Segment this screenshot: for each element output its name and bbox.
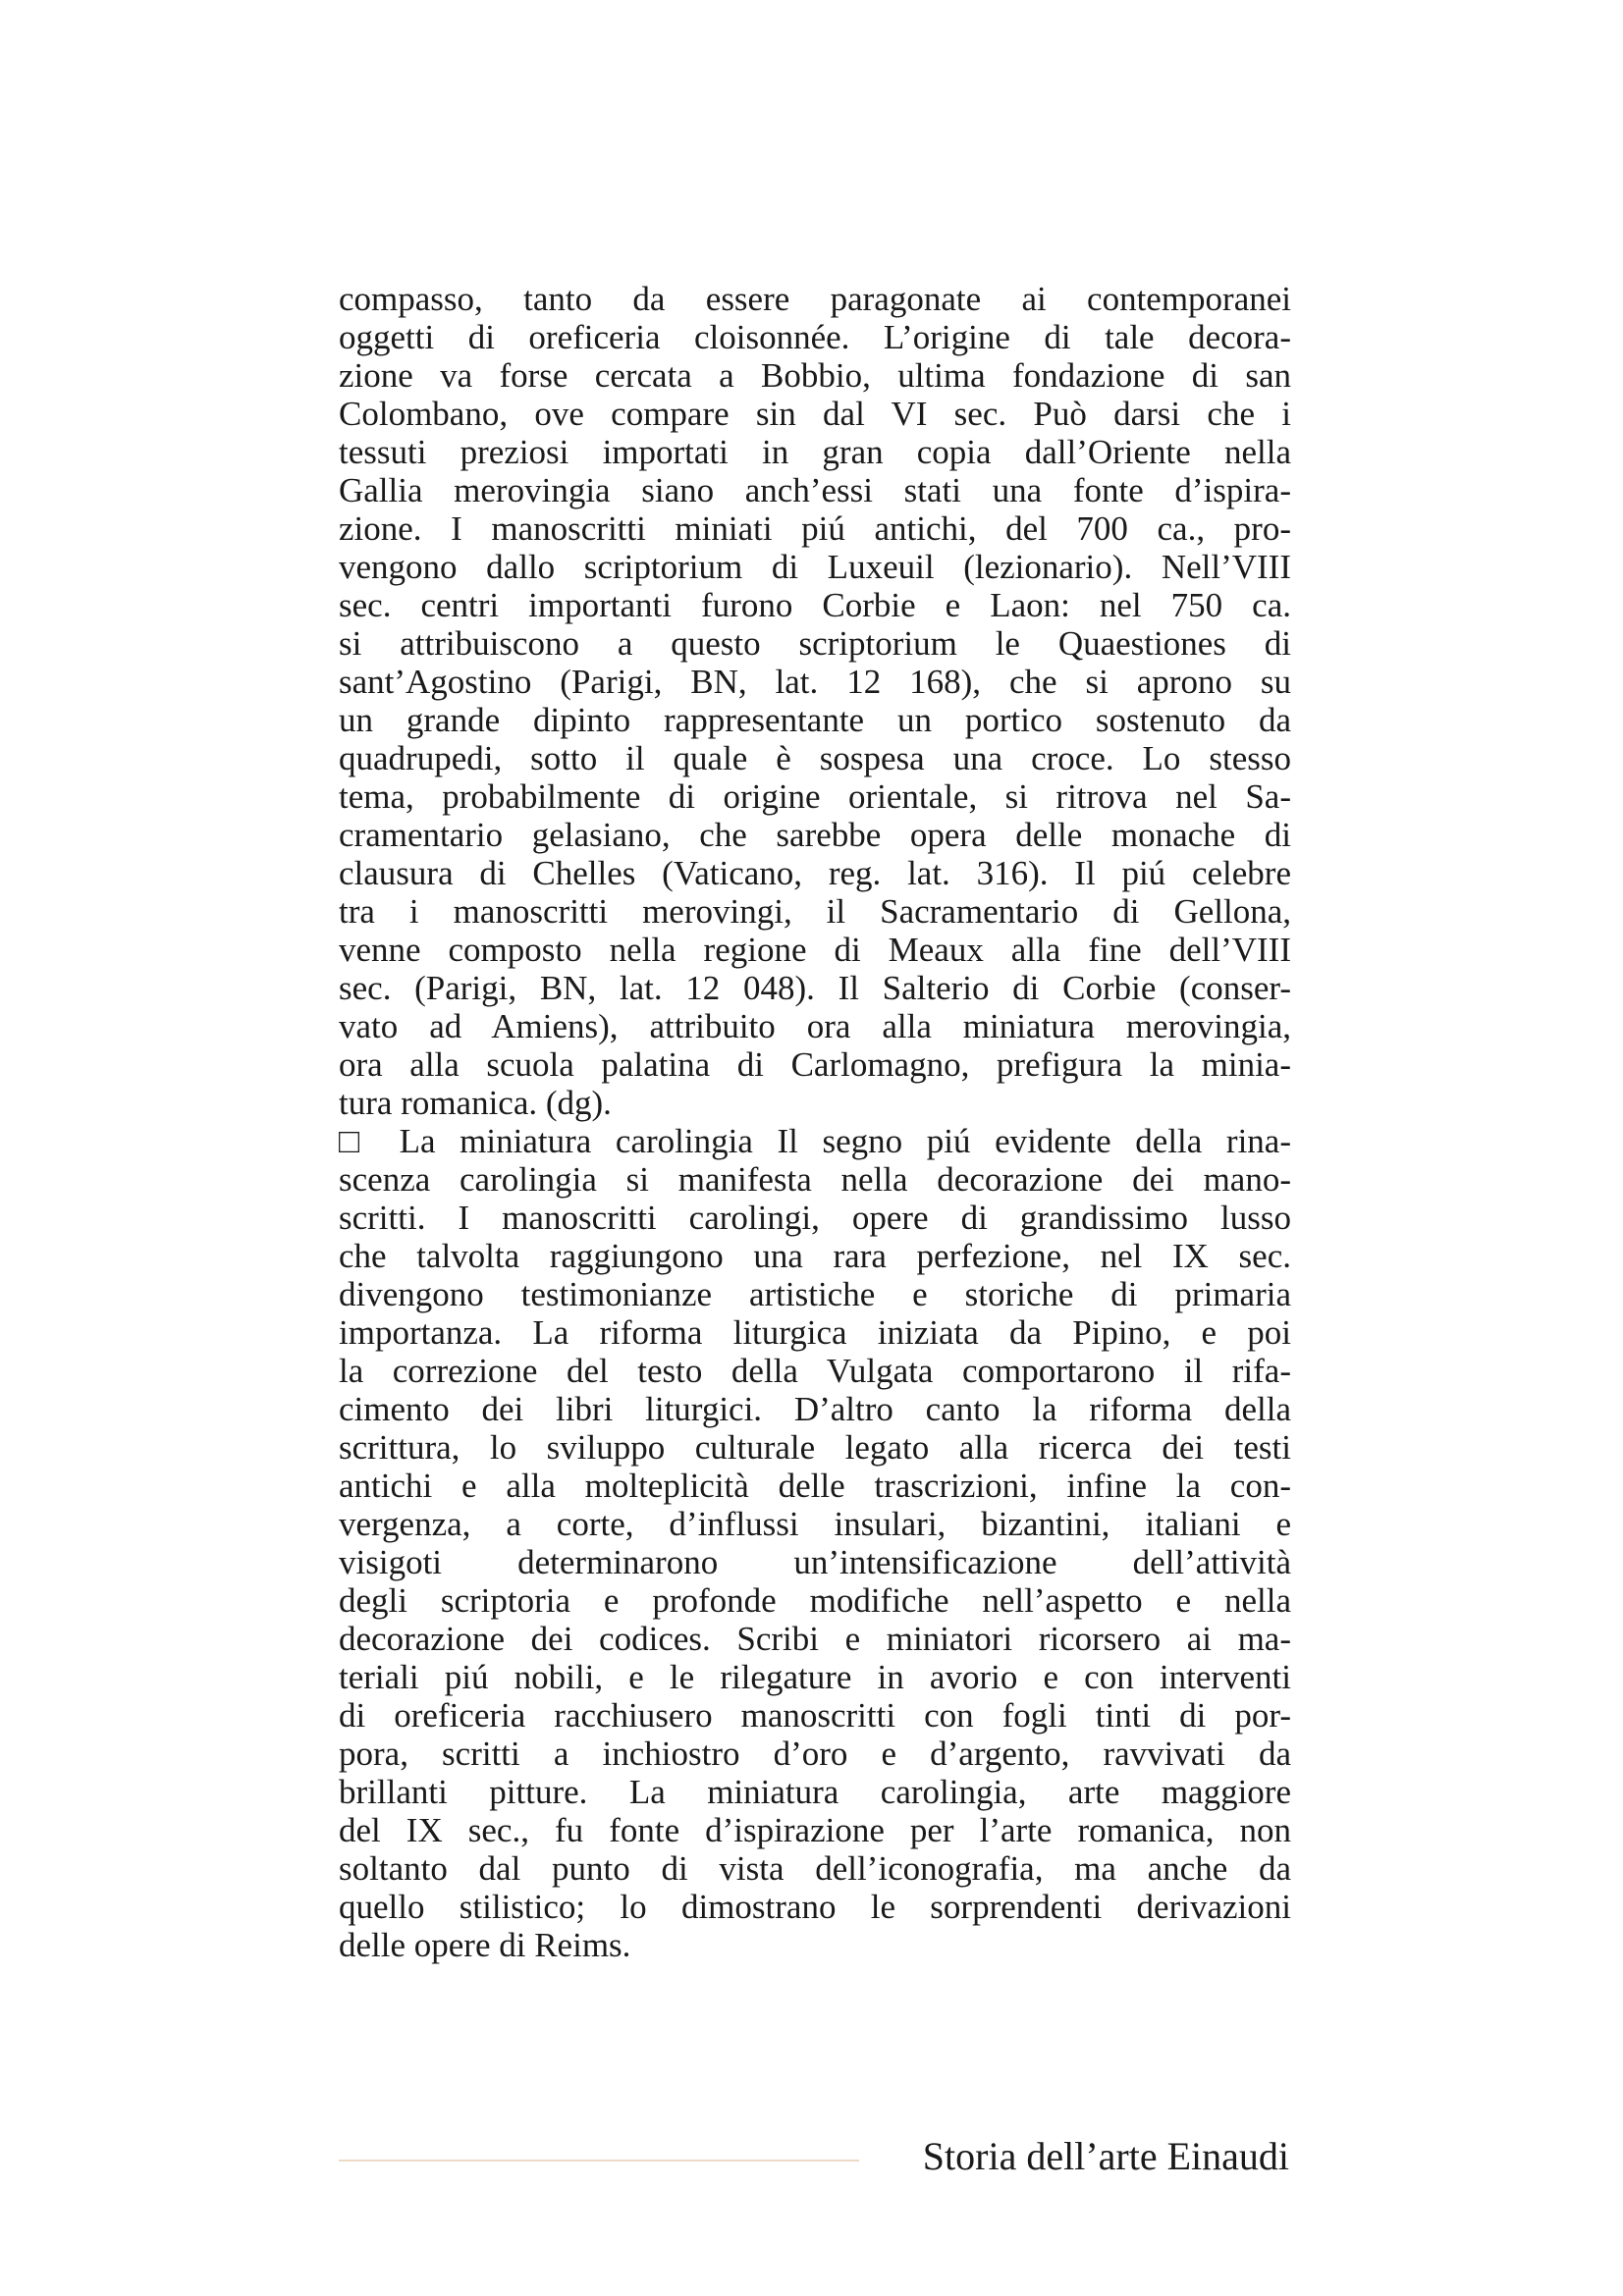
text-line: la correzione del testo della Vulgata comportarono il rifa- (339, 1352, 1291, 1390)
text-line: Colombano, ove compare sin dal VI sec. Può darsi che i (339, 395, 1291, 433)
text-line: quadrupedi, sotto il quale è sospesa una croce. Lo stesso (339, 739, 1291, 777)
text-line: cimento dei libri liturgici. D’altro canto la riforma della (339, 1390, 1291, 1428)
text-line: del IX sec., fu fonte d’ispirazione per l’arte romanica, non (339, 1811, 1291, 1849)
section-heading-line: □ La miniatura carolingia Il segno piú evidente della rina- (339, 1122, 1291, 1160)
text-line: clausura di Chelles (Vaticano, reg. lat. 316). Il piú celebre (339, 854, 1291, 892)
text-line: venne composto nella regione di Meaux alla fine dell’VIII (339, 931, 1291, 969)
text-line: divengono testimonianze artistiche e storiche di primaria (339, 1275, 1291, 1313)
body-text (339, 280, 1291, 1964)
text-line: sec. (Parigi, BN, lat. 12 048). Il Salterio di Corbie (conser- (339, 969, 1291, 1007)
text-line: vato ad Amiens), attribuito ora alla miniatura merovingia, (339, 1007, 1291, 1045)
text-line: importanza. La riforma liturgica iniziata da Pipino, e poi (339, 1313, 1291, 1352)
text-line: visigoti determinarono un’intensificazione dell’attività (339, 1543, 1291, 1581)
text-line: che talvolta raggiungono una rara perfezione, nel IX sec. (339, 1237, 1291, 1275)
text-line: scritti. I manoscritti carolingi, opere di grandissimo lusso (339, 1199, 1291, 1237)
text-line: brillanti pitture. La miniatura carolingia, arte maggiore (339, 1773, 1291, 1811)
text-line: cramentario gelasiano, che sarebbe opera delle monache di (339, 816, 1291, 854)
text-line: pora, scritti a inchiostro d’oro e d’argento, ravvivati da (339, 1735, 1291, 1773)
text-line: vengono dallo scriptorium di Luxeuil (lezionario). Nell’VIII (339, 548, 1291, 586)
text-line: tessuti preziosi importati in gran copia dall’Oriente nella (339, 433, 1291, 471)
text-line: delle opere di Reims. (339, 1926, 631, 1964)
text-line: tema, probabilmente di origine orientale, si ritrova nel Sa- (339, 777, 1291, 816)
footer-title: Storia dell’arte Einaudi (922, 2134, 1289, 2178)
text-line: di oreficeria racchiusero manoscritti con fogli tinti di por- (339, 1696, 1291, 1735)
text-line: antichi e alla molteplicità delle trascrizioni, infine la con- (339, 1467, 1291, 1505)
footer-rule (339, 2160, 859, 2162)
text-line: un grande dipinto rappresentante un portico sostenuto da (339, 701, 1291, 739)
text-line: degli scriptoria e profonde modifiche nell’aspetto e nella (339, 1581, 1291, 1620)
text-line: soltanto dal punto di vista dell’iconografia, ma anche da (339, 1849, 1291, 1888)
text-line: scenza carolingia si manifesta nella decorazione dei mano- (339, 1160, 1291, 1199)
text-line: compasso, tanto da essere paragonate ai contemporanei (339, 280, 1291, 318)
text-line: ora alla scuola palatina di Carlomagno, prefigura la minia- (339, 1045, 1291, 1084)
text-line: vergenza, a corte, d’influssi insulari, bizantini, italiani e (339, 1505, 1291, 1543)
text-line: oggetti di oreficeria cloisonnée. L’origine di tale decora- (339, 318, 1291, 356)
text-line: sant’Agostino (Parigi, BN, lat. 12 168), che si aprono su (339, 663, 1291, 701)
text-line: tura romanica. (dg). (339, 1084, 612, 1122)
text-line: teriali piú nobili, e le rilegature in avorio e con interventi (339, 1658, 1291, 1696)
text-line: tra i manoscritti merovingi, il Sacramentario di Gellona, (339, 892, 1291, 931)
text-line: quello stilistico; lo dimostrano le sorprendenti derivazioni (339, 1888, 1291, 1926)
text-line: zione. I manoscritti miniati piú antichi, del 700 ca., pro- (339, 509, 1291, 548)
text-line: sec. centri importanti furono Corbie e Laon: nel 750 ca. (339, 586, 1291, 624)
text-line: si attribuiscono a questo scriptorium le Quaestiones di (339, 624, 1291, 663)
text-line: zione va forse cercata a Bobbio, ultima fondazione di san (339, 356, 1291, 395)
text-line: Gallia merovingia siano anch’essi stati una fonte d’ispira- (339, 471, 1291, 509)
text-line: scrittura, lo sviluppo culturale legato alla ricerca dei testi (339, 1428, 1291, 1467)
text-line: decorazione dei codices. Scribi e miniatori ricorsero ai ma- (339, 1620, 1291, 1658)
